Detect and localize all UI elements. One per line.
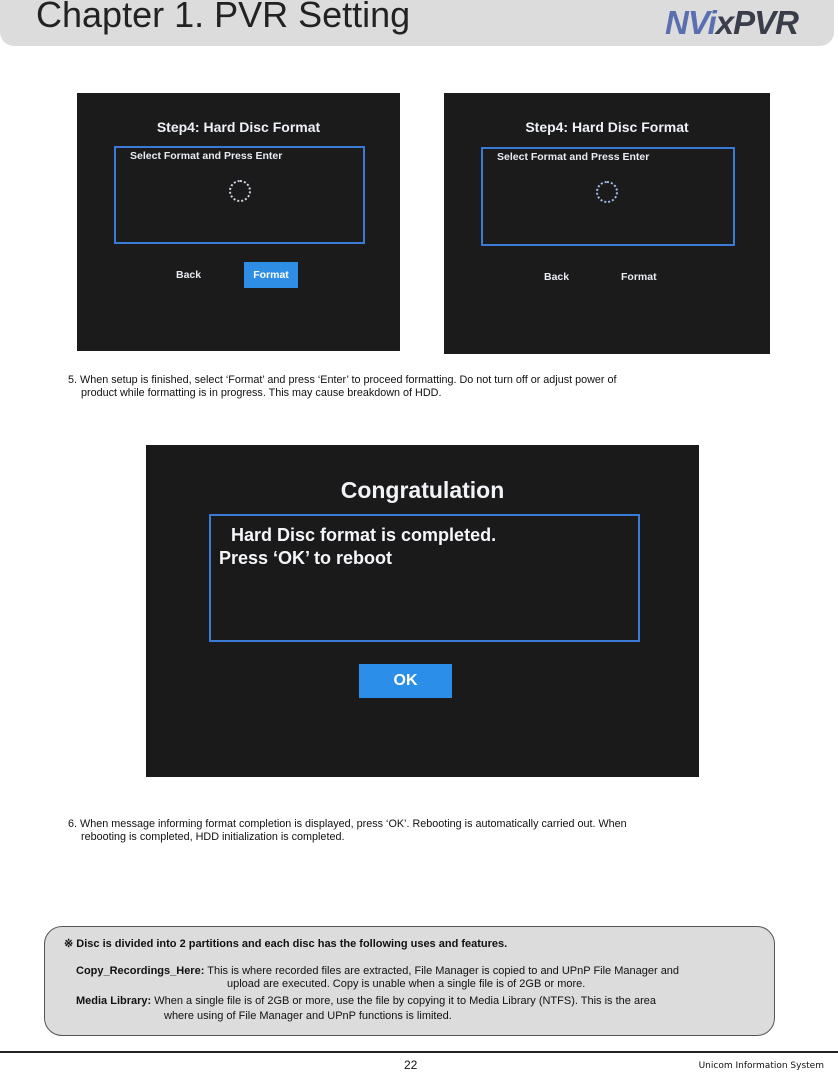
format-button[interactable]: Format — [621, 271, 657, 283]
note-copy-line2: upload are executed. Copy is unable when a single file is of 2GB or more. — [227, 978, 586, 990]
note-media-line1 — [76, 995, 656, 1007]
congrats-line1: Hard Disc format is completed. — [231, 525, 497, 545]
format-button[interactable]: Format — [244, 262, 298, 288]
media-text1: When a single file is of 2GB or more, use the file by copying it to Media Library (NTFS). This is the area — [151, 995, 656, 1007]
format-select-box — [481, 147, 735, 246]
nvixpvr-logo — [665, 4, 798, 42]
logo-part1: NVi — [665, 4, 716, 41]
congrats-message-box — [209, 514, 640, 642]
screen-title: Step4: Hard Disc Format — [525, 119, 689, 135]
back-button[interactable]: Back — [176, 269, 202, 281]
loading-spinner-icon — [596, 181, 618, 203]
company-name: Unicom Information System — [698, 1061, 824, 1071]
ok-button[interactable]: OK — [359, 664, 452, 698]
congrats-title: Congratulation — [340, 477, 505, 503]
note-heading: ※ Disc is divided into 2 partitions and each disc has the following uses and features. — [64, 938, 508, 950]
screenshot-format-unselected — [444, 93, 770, 354]
logo-part2: xPVR — [715, 4, 799, 41]
partition-note-box — [44, 926, 775, 1036]
step6-line2: rebooting is completed, HDD initialization is completed. — [81, 831, 345, 843]
note-copy-line1 — [76, 965, 679, 977]
back-button[interactable]: Back — [544, 271, 570, 283]
step6-paragraph — [68, 818, 768, 844]
copy-text1: This is where recorded files are extracted, File Manager is copied to and UPnP File Manager and — [204, 965, 680, 977]
loading-spinner-icon — [229, 180, 251, 202]
step5-line1: 5. When setup is finished, select ‘Format’ and press ‘Enter’ to proceed formatting. Do not turn off or adjust power of — [68, 374, 617, 386]
copy-label: Copy_Recordings_Here: — [76, 965, 205, 977]
chapter-title: Chapter 1. PVR Setting — [36, 0, 411, 35]
note-media-line2: where using of File Manager and UPnP functions is limited. — [164, 1010, 452, 1022]
format-select-box — [114, 146, 365, 244]
step5-paragraph — [68, 374, 768, 400]
select-prompt: Select Format and Press Enter — [130, 150, 283, 162]
footer-divider — [0, 1051, 838, 1053]
screen-title: Step4: Hard Disc Format — [156, 119, 321, 135]
congrats-line2: Press ‘OK’ to reboot — [219, 548, 393, 568]
screenshot-format-selected — [77, 93, 400, 351]
page-header — [0, 0, 834, 46]
step5-line2: product while formatting is in progress. This may cause breakdown of HDD. — [81, 387, 442, 399]
media-label: Media Library: — [76, 995, 152, 1007]
select-prompt: Select Format and Press Enter — [497, 151, 650, 163]
screenshot-congratulation — [146, 445, 699, 777]
page-number: 22 — [404, 1058, 418, 1072]
step6-line1: 6. When message informing format completion is displayed, press ‘OK’. Rebooting is automatically carried out. When — [68, 818, 627, 830]
